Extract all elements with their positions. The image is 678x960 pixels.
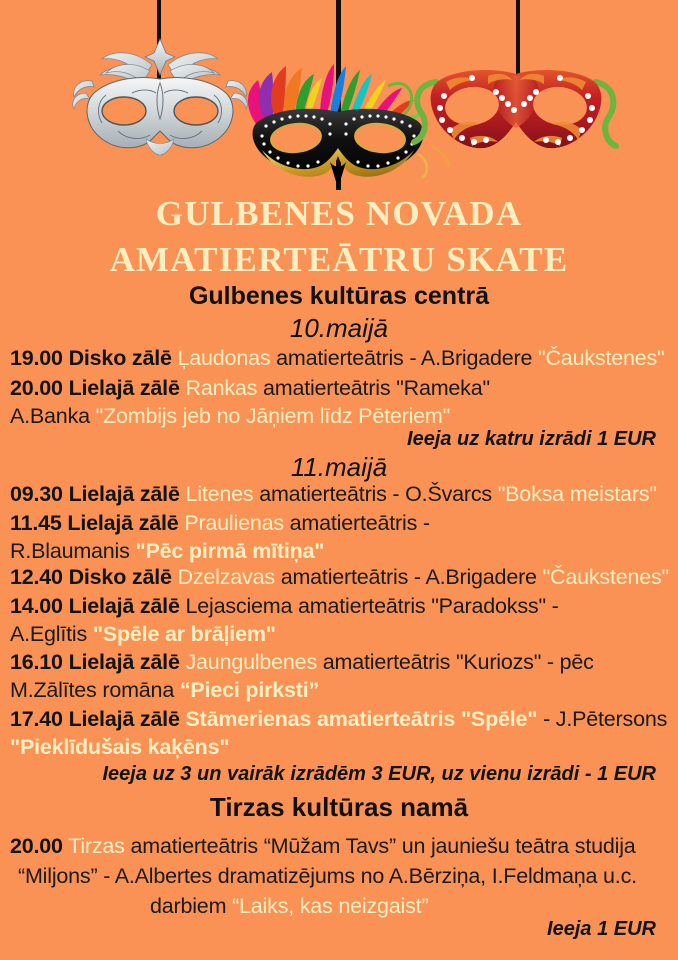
event-time-venue: 12.40 Disko zālē [10, 565, 172, 589]
event-play-title: "Pēc pirmā mītiņa" [135, 539, 325, 563]
program-line [10, 346, 672, 371]
silver-filigree-mask-icon [62, 35, 258, 157]
event-detail: amatierteātris - O.Švarcs [253, 482, 498, 506]
event-troupe: Litenes [185, 482, 254, 506]
event-troupe: Ļaudonas [177, 346, 271, 370]
event-detail: A.Eglītis [10, 622, 93, 646]
venue-heading-tirzas: Tirzas kultūras namā [209, 792, 469, 822]
event-detail: amatierteātris "Rameka" [257, 376, 490, 400]
event-time-venue: 19.00 Disko zālē [10, 346, 172, 370]
event-play-title: "Čaukstenes" [538, 346, 665, 370]
event-play-title: "Spēle ar brāļiem" [92, 622, 276, 646]
poster-title-line-2: AMATIERTEĀTRU SKATE [109, 240, 569, 279]
program-line [10, 594, 672, 619]
program-line [10, 678, 672, 703]
event-time-venue: 20.00 [10, 834, 63, 858]
event-detail: - J.Pētersons [537, 707, 668, 731]
program-line [10, 834, 672, 859]
event-detail: amatierteātris - A.Brigadere [274, 565, 543, 589]
event-play-title: "Pieklīdušais kaķēns" [10, 735, 230, 759]
program-line [18, 864, 678, 889]
mask-decoration-band [0, 0, 678, 195]
event-play-title: "Čaukstenes" [542, 565, 669, 589]
red-carnival-mask-icon [410, 38, 622, 168]
poster-title-line-1: GULBENES NOVADA [155, 194, 523, 233]
program-line [150, 894, 678, 919]
black-feather-mask-icon [240, 50, 436, 190]
event-time-venue: 09.30 Lielajā zālē [10, 482, 180, 506]
event-troupe: Jaungulbenes [185, 650, 317, 674]
date-heading-10-may: 10.maijā [289, 313, 389, 343]
event-detail: Lejasciema amatierteātris "Paradokss" - [179, 594, 559, 618]
date-heading-11-may: 11.maijā [290, 452, 388, 482]
event-detail: amatierteātris - A.Brigadere [270, 346, 539, 370]
event-play-title: "Zombijs jeb no Jāņiem līdz Pēteriem" [95, 404, 451, 428]
event-play-title: “Laiks, kas neizgaist” [232, 894, 429, 918]
event-play-title: "Boksa meistars" [497, 482, 657, 506]
program-line [10, 622, 672, 647]
event-troupe: Dzelzavas [177, 565, 275, 589]
event-detail: A.Banka [10, 404, 96, 428]
program-line [10, 565, 672, 590]
event-time-venue: 14.00 Lielajā zālē [10, 594, 180, 618]
event-time-venue: 17.40 Lielajā zālē [10, 707, 180, 731]
program-line [10, 404, 672, 429]
event-detail: amatierteātris “Mūžam Tavs” un jauniešu teātra studija [124, 834, 636, 858]
program-line [10, 482, 672, 507]
program-line [10, 707, 672, 732]
event-troupe: Rankas [185, 376, 258, 400]
event-play-title: “Pieci pirksti” [179, 678, 320, 702]
event-troupe: Tirzas [68, 834, 125, 858]
program-line [10, 511, 672, 536]
program-line [10, 735, 672, 760]
program-line [10, 376, 672, 401]
event-time-venue: 11.45 Lielajā zālē [10, 511, 179, 535]
event-detail: R.Blaumanis [10, 539, 136, 563]
event-troupe: Praulienas [184, 511, 284, 535]
event-detail: amatierteātris "Kuriozs" - pēc [317, 650, 594, 674]
event-time-venue: 20.00 Lielajā zālē [10, 376, 180, 400]
price-note-day2: Ieeja uz 3 un vairāk izrādēm 3 EUR, uz vienu izrādi - 1 EUR [102, 763, 656, 785]
event-time-venue: 16.10 Lielajā zālē [10, 650, 180, 674]
event-detail: M.Zālītes romāna [10, 678, 180, 702]
event-detail: darbiem [150, 894, 233, 918]
price-note-day1: Ieeja uz katru izrādi 1 EUR [407, 428, 656, 450]
venue-heading-gulbenes: Gulbenes kultūras centrā [188, 282, 490, 310]
price-note-day3: Ieeja 1 EUR [547, 918, 656, 940]
event-troupe: Stāmerienas amatierteātris "Spēle" [185, 707, 538, 731]
event-detail: amatierteātris - [283, 511, 430, 535]
event-detail: “Miljons” - A.Albertes dramatizējums no A.Bērziņa, I.Feldmaņa u.c. [18, 864, 637, 888]
program-line [10, 539, 672, 564]
program-line [10, 650, 672, 675]
